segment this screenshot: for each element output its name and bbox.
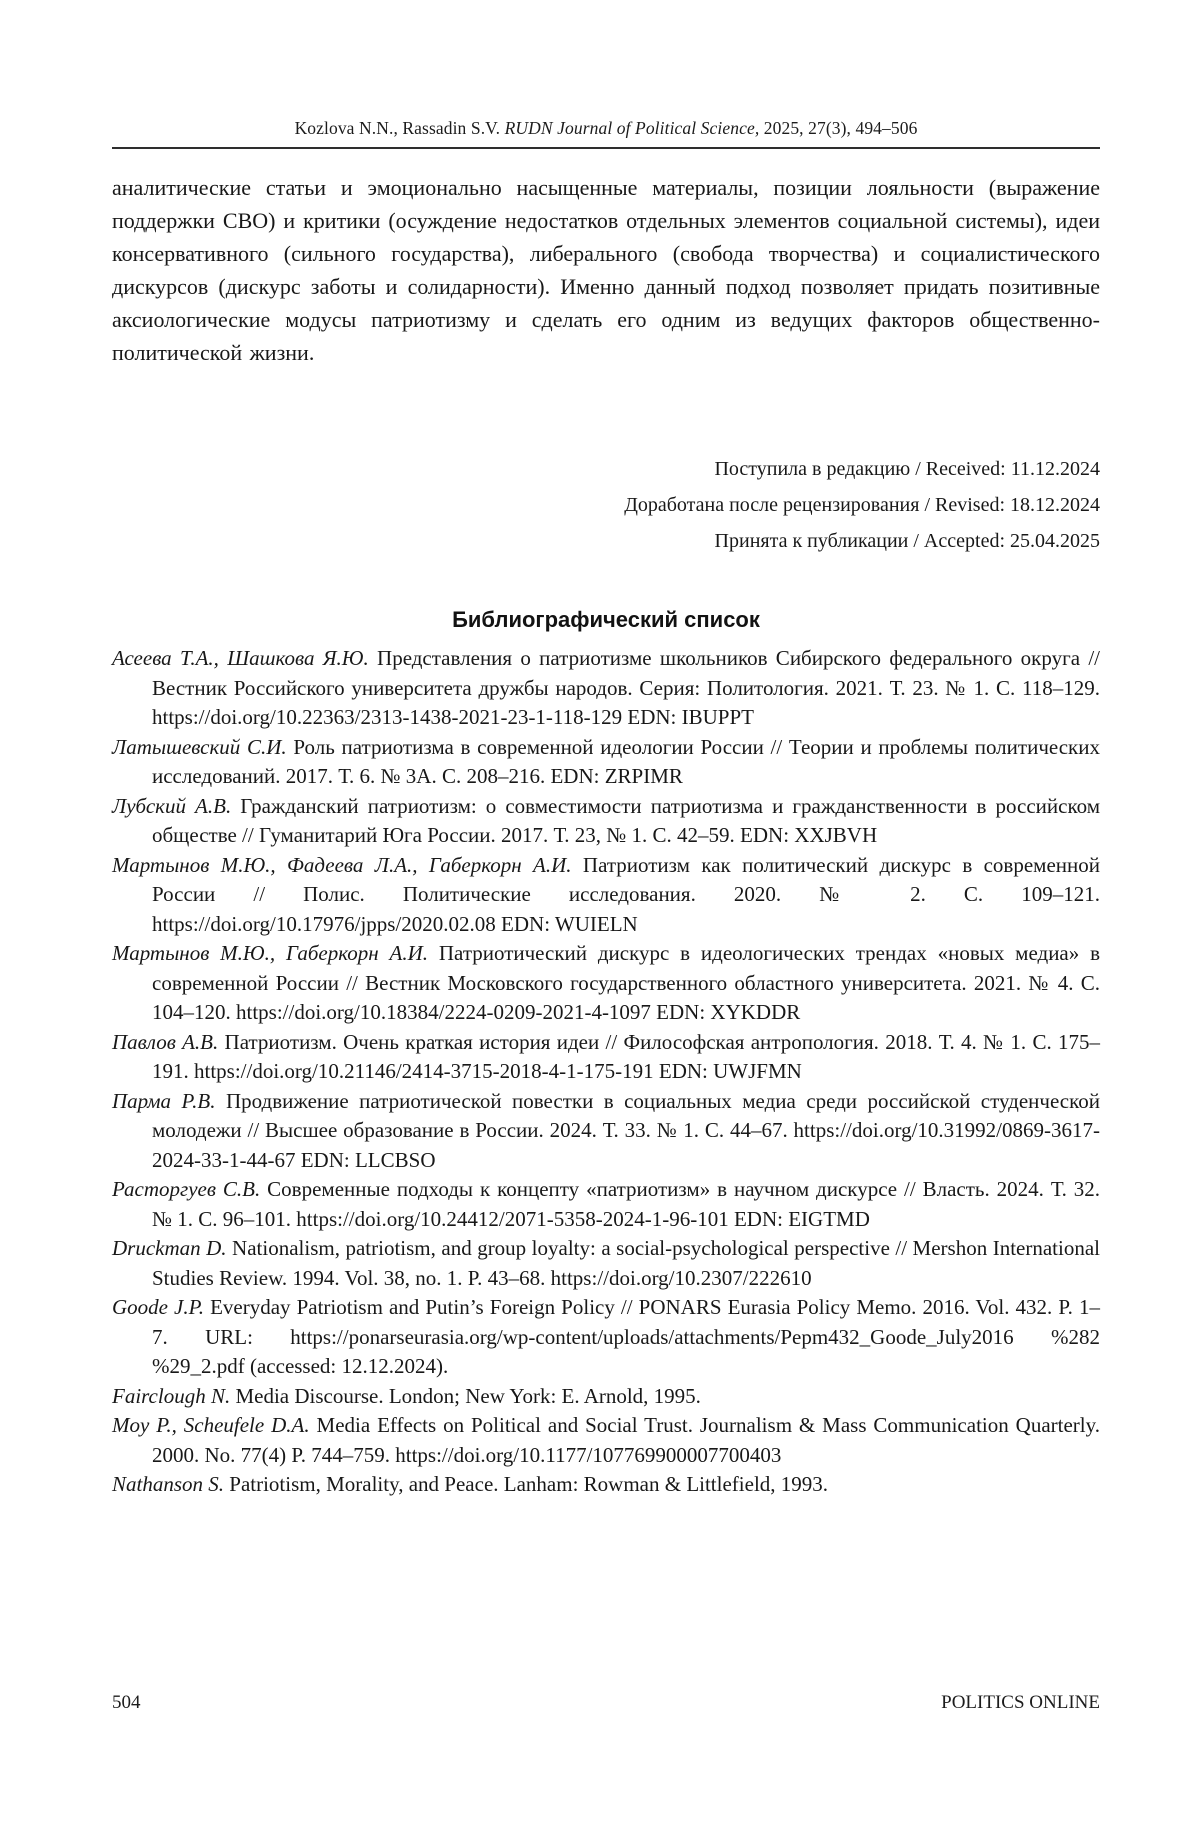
entry-authors: Лубский А.В. xyxy=(112,793,232,818)
bibliography-entry xyxy=(112,1028,1100,1087)
running-header-journal-title: RUDN Journal of Political Science, xyxy=(504,118,760,138)
entry-text: Патриотизм. Очень краткая история идеи // Философская антропология. 2018. Т. 4. № 1. С. 175–191. https://doi.org/10.21146/2414-3715-2018-4-1-175-191 EDN: UWJFMN xyxy=(152,1029,1101,1083)
entry-text: Патриотизм как политический дискурс в современной России // Полис. Политические исследования. 2020. № 2. С. 109–121. https://doi.org/10.17976/jpps/2020.02.08 EDN: WUIELN xyxy=(152,852,1100,936)
bibliography-entry xyxy=(112,1293,1100,1382)
running-header-authors: Kozlova N.N., Rassadin S.V. xyxy=(294,118,501,138)
revised-date: Доработана после рецензирования / Revised: 18.12.2024 xyxy=(624,494,1100,516)
header-rule xyxy=(112,147,1100,149)
entry-authors: Парма Р.В. xyxy=(112,1088,216,1113)
bibliography-entry xyxy=(112,1175,1100,1234)
entry-text: Современные подходы к концепту «патриотизм» в научном дискурсе // Власть. 2024. Т. 32. № 1. С. 96–101. https://doi.org/10.24412/2071-5358-2024-1-96-101 EDN: EIGTMD xyxy=(152,1177,1100,1231)
bibliography-heading: Библиографический список xyxy=(452,607,760,632)
bibliography-entry xyxy=(112,644,1100,733)
entry-text: Patriotism, Morality, and Peace. Lanham: Rowman & Littlefield, 1993. xyxy=(224,1472,829,1496)
bibliography-entry xyxy=(112,792,1100,851)
page-number: 504 xyxy=(112,1692,141,1713)
entry-text: Гражданский патриотизм: о совместимости патриотизма и гражданственности в российском обществе // Гуманитарий Юга России. 2017. Т. 23, № 1. С. 42–59. EDN: XXJBVH xyxy=(152,793,1100,847)
received-date: Поступила в редакцию / Received: 11.12.2024 xyxy=(714,458,1100,480)
entry-authors: Расторгуев С.В. xyxy=(112,1177,261,1201)
bibliography-entry xyxy=(112,1470,1100,1500)
entry-text: Everyday Patriotism and Putin’s Foreign Policy // PONARS Eurasia Policy Memo. 2016. Vol. 432. P. 1–7. URL: https://ponarseurasia.org/wp-content/uploads/attachments/Pepm432_Goode_July2016 %282 %29_2.pdf (accessed: 12.12.2024). xyxy=(152,1295,1100,1378)
entry-text: Media Effects on Political and Social Trust. Journalism & Mass Communication Quarterly. 2000. No. 77(4) P. 744–759. https://doi.org/10.1177/107769900007700403 xyxy=(152,1413,1100,1467)
bibliography-entry xyxy=(112,1234,1100,1293)
entry-text: Представления о патриотизме школьников Сибирского федерального округа // Вестник Российского университета дружбы народов. Серия: Политология. 2021. Т. 23. № 1. С. 118–129. https://doi.org/10.22363/2313-1438-2021-23-1-118-129 EDN: IBUPPT xyxy=(152,646,1100,729)
bibliography-entry xyxy=(112,1411,1100,1470)
entry-authors: Nathanson S. xyxy=(112,1472,225,1496)
bibliography-entry xyxy=(112,939,1100,1028)
body-paragraph: аналитические статьи и эмоционально насыщенные материалы, позиции лояльности (выражение поддержки СВО) и критики (осуждение недостатков отдельных элементов социальной системы), идеи консервативного (сильного государства), либерального (свобода творчества) и социалистического дискурсов (дискурс заботы и солидарности). Именно данный подход позволяет придать позитивные аксиологические модусы патриотизму и сделать его одним из ведущих факторов общественно-политической жизни. xyxy=(112,175,1100,365)
dates-block xyxy=(112,451,1100,559)
bibliography-list xyxy=(112,644,1100,1500)
entry-text: Nationalism, patriotism, and group loyalty: a social-psychological perspective // Mershon International Studies Review. 1994. Vol. 38, no. 1. P. 43–68. https://doi.org/10.2307/222610 xyxy=(152,1236,1100,1290)
page-footer xyxy=(112,1692,1100,1714)
entry-authors: Мартынов М.Ю., Фадеева Л.А., Габеркорн А.И. xyxy=(112,852,572,877)
bibliography-entry xyxy=(112,733,1100,792)
entry-authors: Мартынов М.Ю., Габеркорн А.И. xyxy=(112,941,429,965)
entry-authors: Асеева Т.А., Шашкова Я.Ю. xyxy=(112,646,369,670)
entry-text: Патриотический дискурс в идеологических трендах «новых медиа» в современной России // Вестник Московского государственного областного университета. 2021. № 4. С. 104–120. https://doi.org/10.18384/2224-0209-2021-4-1097 EDN: XYKDDR xyxy=(152,941,1101,1024)
bibliography-entry xyxy=(112,1087,1100,1176)
entry-text: Media Discourse. London; New York: E. Arnold, 1995. xyxy=(230,1383,701,1408)
entry-text: Продвижение патриотической повестки в социальных медиа среди российской студенческой молодежи // Высшее образование в России. 2024. Т. 33. № 1. С. 44–67. https://doi.org/10.31992/0869-3617-2024-33-1-44-67 EDN: LLCBSO xyxy=(152,1088,1100,1172)
entry-authors: Павлов А.В. xyxy=(112,1029,219,1054)
bibliography-entry xyxy=(112,1382,1100,1412)
entry-authors: Латышевский С.И. xyxy=(112,734,287,759)
entry-authors: Moy P., Scheufele D.A. xyxy=(112,1413,310,1437)
running-header xyxy=(112,117,1100,139)
entry-authors: Goode J.P. xyxy=(112,1295,204,1319)
footer-section-title: POLITICS ONLINE xyxy=(941,1692,1100,1713)
accepted-date: Принята к публикации / Accepted: 25.04.2025 xyxy=(714,530,1100,552)
entry-authors: Fairclough N. xyxy=(112,1383,231,1408)
bibliography-entry xyxy=(112,851,1100,940)
running-header-issue-info: 2025, 27(3), 494–506 xyxy=(763,118,918,138)
entry-authors: Druckman D. xyxy=(112,1236,227,1260)
entry-text: Роль патриотизма в современной идеологии России // Теории и проблемы политических исследований. 2017. Т. 6. № 3А. С. 208–216. EDN: ZRPIMR xyxy=(152,734,1100,788)
